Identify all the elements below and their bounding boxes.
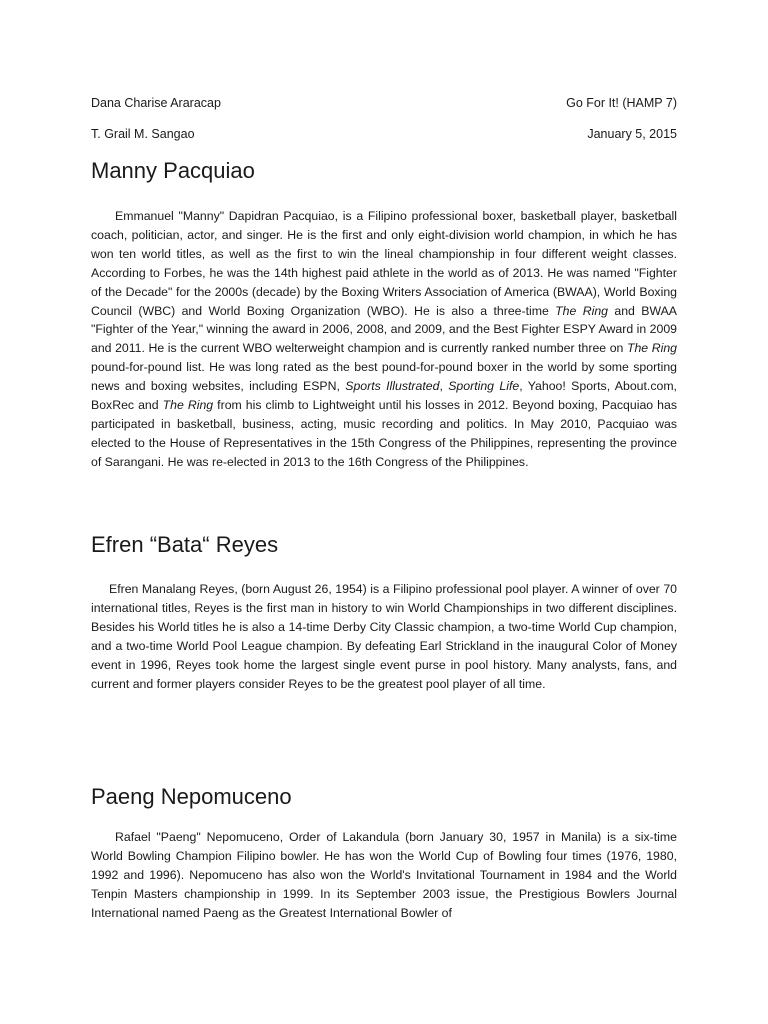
- section-title-efren: Efren “Bata“ Reyes: [91, 532, 279, 557]
- text-run: and BWAA "Fighter of the Year," winning the award in 2006, 2008, and 2009, and the Best Fighter ESPY Award in 2009 and 2011. He is the current WBO welterweight champion and is currently ranked number three on: [91, 303, 677, 356]
- italic-run: The Ring: [626, 341, 677, 356]
- section-paragraph-paeng: [91, 828, 677, 923]
- document-date: January 5, 2015: [587, 127, 677, 141]
- text-run: Rafael "Paeng" Nepomuceno, Order of Lakandula (born January 30, 1957 in Manila) is a six-time World Bowling Champion Filipino bowler. He has won the World Cup of Bowling four times (1976, 1980, 1992 and 1996). Nepomuceno has also won the World's Invitational Tournament in 1984 and the World Tenpin Masters championship in 1999. In its September 2003 issue, the Prestigious Bowlers Journal International named Paeng as the Greatest International Bowler of: [91, 830, 677, 920]
- italic-run: The Ring: [555, 303, 609, 318]
- italic-run: Sports Illustrated: [345, 379, 440, 394]
- section-title-paeng: Paeng Nepomuceno: [91, 784, 292, 809]
- text-run: from his climb to Lightweight until his losses in 2012. Beyond boxing, Pacquiao has participated in basketball, business, acting, music recording and politics. In May 2010, Pacquiao was elected to the House of Representatives in the 15th Congress of the Philippines, representing the province of Sarangani. He was re-elected in 2013 to the 16th Congress of the Philippines.: [91, 398, 677, 469]
- italic-run: Sporting Life: [448, 379, 520, 394]
- header-row-1: [91, 95, 677, 111]
- italic-run: The Ring: [162, 398, 214, 413]
- text-run: , Yahoo! Sports, About.com, BoxRec and: [91, 379, 677, 413]
- text-run: Efren Manalang Reyes, (born August 26, 1954) is a Filipino professional pool player. A winner of over 70 international titles, Reyes is the first man in history to win World Championships in two different disciplines. Besides his World titles he is also a 14-time Derby City Classic champion, a two-time World Cup champion, and a two-time World Pool League champion. By defeating Earl Strickland in the inaugural Color of Money event in 1996, Reyes took home the largest single event purse in pool history. Many analysts, fans, and current and former players consider Reyes to be the greatest pool player of all time.: [91, 582, 677, 691]
- section-title-manny: Manny Pacquiao: [91, 158, 255, 183]
- section-paragraph-manny: [91, 207, 677, 472]
- author-1: Dana Charise Araracap: [91, 96, 221, 110]
- course-title: Go For It! (HAMP 7): [566, 96, 677, 110]
- header-row-2: [91, 126, 677, 142]
- text-run: ,: [439, 379, 449, 394]
- section-paragraph-efren: [91, 580, 677, 693]
- text-run: Emmanuel "Manny" Dapidran Pacquiao, is a Filipino professional boxer, basketball player, basketball coach, politician, actor, and singer. He is the first and only eight-division world champion, in which he has won ten world titles, as well as the first to win the lineal championship in four different weight classes. According to Forbes, he was the 14th highest paid athlete in the world as of 2013. He was named "Fighter of the Decade" for the 2000s (decade) by the Boxing Writers Association of America (BWAA), World Boxing Council (WBC) and World Boxing Organization (WBO). He is also a three-time: [91, 209, 677, 318]
- author-2: T. Grail M. Sangao: [91, 127, 195, 141]
- text-run: pound-for-pound list. He was long rated as the best pound-for-pound boxer in the world by some sporting news and boxing websites, including ESPN,: [91, 360, 677, 394]
